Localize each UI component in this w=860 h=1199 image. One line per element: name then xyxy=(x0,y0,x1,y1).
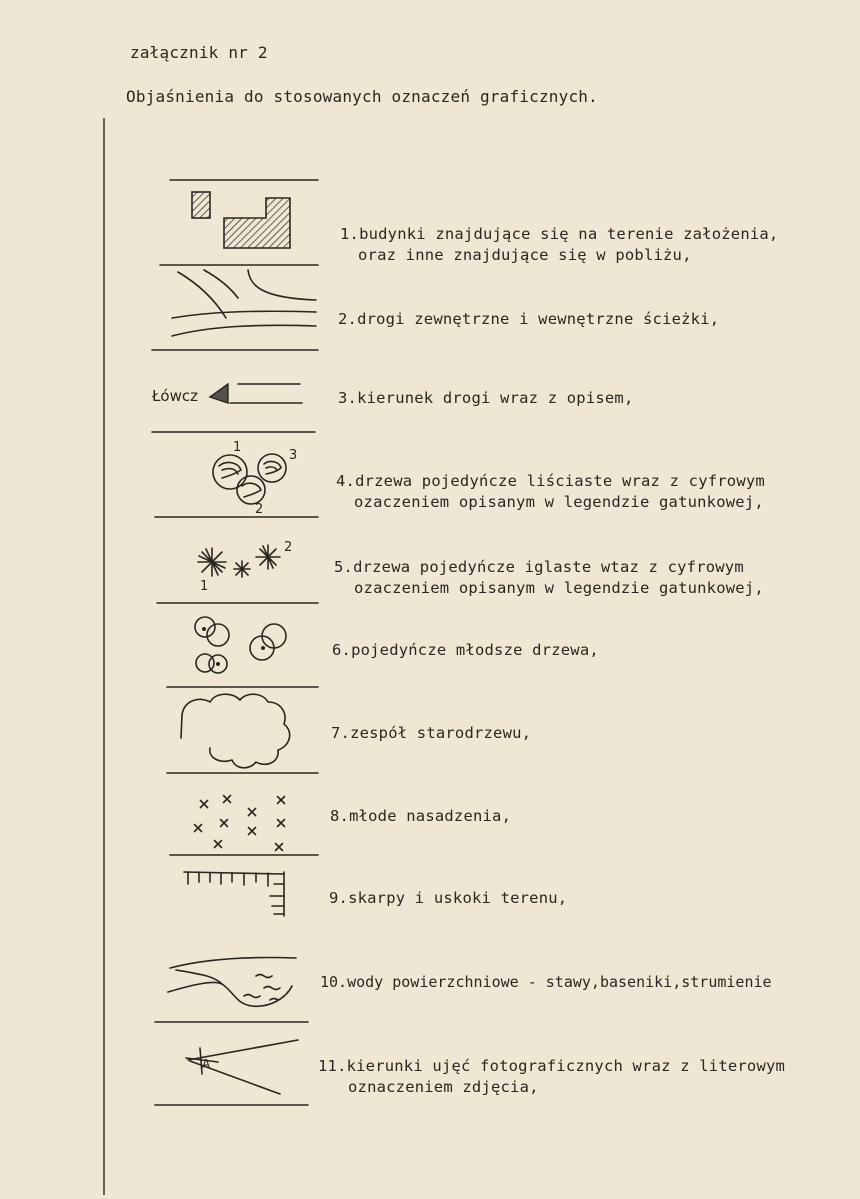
water-symbol xyxy=(168,957,296,1006)
conifer-number-1: 1 xyxy=(200,579,209,594)
tree-number-1: 1 xyxy=(233,440,242,455)
tree-number-3: 3 xyxy=(289,448,298,463)
deciduous-tree-symbol xyxy=(213,454,286,504)
legend-entry-7 xyxy=(331,723,531,744)
legend-entry-2 xyxy=(338,309,719,330)
entry-1-line-1: 1.budynki znajdujące się na terenie założenia, xyxy=(340,225,779,243)
entry-4-line-1: 4.drzewa pojedyńcze liściaste wraz z cyfrowym xyxy=(336,472,765,490)
legend-entry-4 xyxy=(336,471,765,513)
entry-4-line-2: ozaczeniem opisanym w legendzie gatunkowej, xyxy=(354,493,764,511)
legend-entry-11 xyxy=(318,1056,785,1098)
conifer-number-2: 2 xyxy=(284,540,293,555)
legend-entry-6 xyxy=(332,640,599,661)
entry-9-line-1: 9.skarpy i uskoki terenu, xyxy=(329,889,568,907)
entry-11-line-2: oznaczeniem zdjęcia, xyxy=(348,1078,539,1096)
road-direction-symbol xyxy=(151,384,302,405)
entry-11-line-1: 11.kierunki ujęć fotograficznych wraz z literowym xyxy=(318,1057,786,1075)
coniferous-tree-symbol xyxy=(198,545,280,577)
entry-7-line-1: 7.zespół starodrzewu, xyxy=(331,724,532,742)
old-tree-stand-symbol xyxy=(181,694,290,768)
entry-8-line-1: 8.młode nasadzenia, xyxy=(330,807,512,825)
entry-5-line-1: 5.drzewa pojedyńcze iglaste wtaz z cyfrowym xyxy=(334,558,744,576)
building-symbol xyxy=(192,192,290,248)
entry-3-line-1: 3.kierunek drogi wraz z opisem, xyxy=(338,389,634,407)
legend-entry-5 xyxy=(334,557,764,599)
road-symbol xyxy=(172,270,316,336)
young-planting-symbol xyxy=(195,796,285,851)
legend-entry-1 xyxy=(340,224,778,266)
entry-6-line-1: 6.pojedyńcze młodsze drzewa, xyxy=(332,641,599,659)
legend-entry-10 xyxy=(320,972,772,993)
tree-number-2: 2 xyxy=(255,502,264,517)
young-tree-symbol xyxy=(195,617,286,673)
direction-place-label: Łówcz xyxy=(152,387,198,405)
annex-label: załącznik nr 2 xyxy=(130,43,268,62)
legend-entry-9 xyxy=(329,888,567,909)
entry-5-line-2: ozaczeniem opisanym w legendzie gatunkowej, xyxy=(354,579,764,597)
entry-1-line-2: oraz inne znajdujące się w pobliżu, xyxy=(358,246,692,264)
entry-2-line-1: 2.drogi zewnętrzne i wewnętrzne ścieżki, xyxy=(338,310,720,328)
entry-10-line-1: 10.wody powierzchniowe - stawy,baseniki,strumienie xyxy=(320,973,772,991)
slope-symbol xyxy=(184,872,284,916)
document-title: Objaśnienia do stosowanych oznaczeń graficznych. xyxy=(126,87,598,106)
legend-entry-3 xyxy=(338,388,634,409)
photo-letter-label: A xyxy=(202,1057,211,1071)
legend-entry-8 xyxy=(330,806,511,827)
